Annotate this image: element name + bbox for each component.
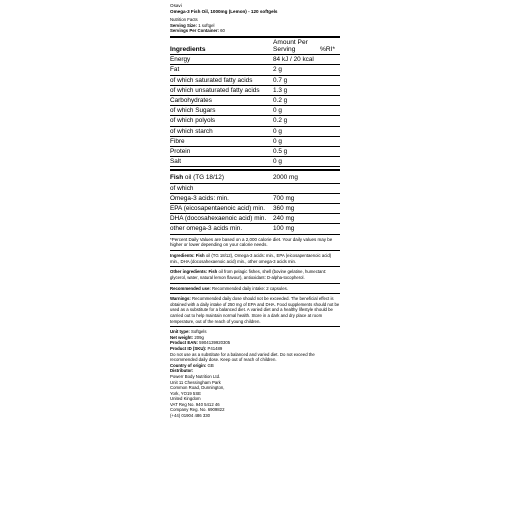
- warnings-text: Recommended daily dose should not be exceeded. The beneficial effect is obtained with a daily intake of 250 mg of EPA and DHA. Food supplements should not be used as a substitute for a balanced diet. A varied diet and a healthy lifestyle should be carried out to help maintain normal health. Store in a dark and dry place at room temperature, out of the reach of young children.: [170, 296, 340, 324]
- nutrient-amount: 0.2 g: [273, 96, 320, 106]
- table-row: [170, 193, 340, 203]
- nutrient-amount: 0 g: [273, 106, 320, 116]
- origin-label: Country of origin:: [170, 362, 207, 368]
- nutrient-name: Protein: [170, 147, 273, 157]
- nutrient-amount: 1.3 g: [273, 85, 320, 95]
- other-ingredients-fish: Fish: [208, 269, 218, 275]
- table-row: [170, 183, 340, 193]
- table-row: [170, 85, 340, 95]
- table-header-row: [170, 38, 340, 55]
- net-weight-label: Net weight:: [170, 334, 194, 340]
- table-row: [170, 96, 340, 106]
- nutrition-facts-title: Nutrition Facts: [170, 17, 198, 22]
- ingredients-heading: Ingredients: [170, 38, 273, 55]
- distributor-line: Company Reg. No. 6909822: [170, 407, 225, 413]
- nutrient-amount: 84 kJ / 20 kcal: [273, 55, 320, 65]
- amount-heading: Amount Per Serving: [273, 38, 320, 55]
- product-id-value: P41489: [206, 345, 223, 351]
- table-row: [170, 147, 340, 157]
- nutrient-amount: 0.2 g: [273, 116, 320, 126]
- recommended-use-section: [170, 283, 340, 294]
- distributor-line: Powerr Body Nutrition Ltd.: [170, 373, 221, 379]
- nutrient-name: Salt: [170, 157, 273, 167]
- servings-value: 60: [220, 28, 225, 34]
- product-name: Omega-3 Fish Oil, 1000mg (Lemon) - 120 softgels: [170, 9, 278, 14]
- product-id-label: Product ID (SKU):: [170, 345, 207, 351]
- table-row: [170, 136, 340, 146]
- nutrient-name: Energy: [170, 55, 273, 65]
- unit-type-label: Unit type:: [170, 329, 190, 335]
- nutrient-name: of which starch: [170, 126, 273, 136]
- recommended-use-text: Recommended daily intake: 2 capsules.: [210, 285, 288, 291]
- table-row: [170, 204, 340, 214]
- table-row: [170, 157, 340, 167]
- nutrient-amount: 700 mg: [273, 193, 320, 203]
- ingredients-fish: Fish: [195, 253, 205, 259]
- nutrient-name: Fibre: [170, 136, 273, 146]
- net-weight-value: 209g: [193, 334, 204, 340]
- warnings-label: Warnings:: [170, 296, 191, 302]
- distributor-line: (+44) 01904 486 330: [170, 413, 211, 419]
- nutrient-amount: [273, 183, 320, 193]
- servings-label: Servings Per Container:: [170, 28, 219, 34]
- table-row: [170, 116, 340, 126]
- serving-size-value: 1 softgel: [198, 22, 215, 28]
- nutrient-amount: 240 mg: [273, 214, 320, 224]
- nutrient-amount: 0 g: [273, 136, 320, 146]
- unit-type-value: Softgels: [189, 329, 207, 335]
- table-row: [170, 126, 340, 136]
- nutrient-amount: 2000 mg: [273, 173, 320, 183]
- fish-bold: Fish: [170, 174, 184, 182]
- nutrition-table: [170, 38, 340, 168]
- thick-divider: [170, 169, 340, 171]
- table-row: [170, 65, 340, 75]
- ingredients-label: Ingredients:: [170, 253, 195, 259]
- distributor-line: Unit 11 Chessingham Park: [170, 379, 221, 385]
- warnings-section: [170, 293, 340, 326]
- product-label: [170, 3, 340, 421]
- fish-oil-name: [170, 173, 273, 183]
- distributor-line: United Kingdom: [170, 396, 201, 402]
- nutrient-name: of which polyols: [170, 116, 273, 126]
- nutrient-amount: 0 g: [273, 126, 320, 136]
- nutrient-name: Carbohydrates: [170, 96, 273, 106]
- distributor-label: Distributor:: [170, 368, 194, 374]
- origin-value: GB: [206, 362, 214, 368]
- product-header: [170, 3, 340, 15]
- nutrient-amount: 0 g: [273, 157, 320, 167]
- fish-oil-table: [170, 173, 340, 234]
- ingredients-section: [170, 250, 340, 266]
- product-ean-label: Product EAN:: [170, 340, 198, 346]
- ingredients-text: oil (TG 18/12), Omega-3 acids: min., EPA (eicosapentaenoic acid) min., DHA (docosahexaenoic acid) min., other omega-3 acids min.: [170, 253, 332, 264]
- nutrient-amount: 100 mg: [273, 224, 320, 234]
- other-ingredients-text: oil from pelagic fishes, shell (bovine gelatine, humectant: glycerol, water, natural lemon flavour), antioxidant: D-alpha-tocopherol.: [170, 269, 327, 281]
- nutrient-name: of which Sugars: [170, 106, 273, 116]
- fish-oil-rest: oil (TG 18/12): [183, 174, 224, 182]
- nutrient-name: Fat: [170, 65, 273, 75]
- serving-size-label: Serving Size:: [170, 22, 197, 28]
- recommended-use-label: Recommended use:: [170, 285, 211, 291]
- nutrient-amount: 360 mg: [273, 204, 320, 214]
- nutrient-name: DHA (docosahexaenoic acid) min.: [170, 214, 273, 224]
- nutrient-name: EPA (eicosapentaenoic acid) min.: [170, 204, 273, 214]
- nutrition-facts-header: [170, 17, 340, 34]
- other-ingredients-label: Other ingredients:: [170, 269, 208, 275]
- distributor-line: Common Road, Dunnington,: [170, 385, 225, 391]
- table-row: [170, 55, 340, 65]
- nutrient-amount: 0.7 g: [273, 75, 320, 85]
- product-info-section: [170, 326, 340, 421]
- nutrient-amount: 2 g: [273, 65, 320, 75]
- nutrient-name: of which saturated fatty acids: [170, 75, 273, 85]
- distributor-line: VAT Reg No. 940 5412 46: [170, 401, 220, 407]
- nutrient-name: of which: [170, 183, 273, 193]
- table-row: [170, 75, 340, 85]
- table-row: [170, 224, 340, 234]
- other-ingredients-section: [170, 266, 340, 282]
- nutrient-name: Omega-3 acids: min.: [170, 193, 273, 203]
- nutrient-name: of which unsaturated fatty acids: [170, 85, 273, 95]
- table-row: [170, 106, 340, 116]
- table-row: [170, 214, 340, 224]
- distributor-line: York, YO19 5SE: [170, 390, 202, 396]
- disclaimer-text: Do not use as a substitute for a balanced and varied diet. Do not exceed the recommended daily dose. Keep out of reach of children.: [170, 351, 315, 363]
- nutrient-amount: 0.5 g: [273, 147, 320, 157]
- ri-heading: %RI*: [320, 38, 340, 55]
- brand-name: Osavi: [170, 3, 182, 8]
- nutrient-name: other omega-3 acids min.: [170, 224, 273, 234]
- table-row: [170, 173, 340, 183]
- daily-value-footnote: *Percent Daily Values are based on a 2,000 calorie diet. Your daily values may be higher or lower depending on your calorie needs.: [170, 236, 333, 248]
- product-ean-value: 5904139920305: [197, 340, 231, 346]
